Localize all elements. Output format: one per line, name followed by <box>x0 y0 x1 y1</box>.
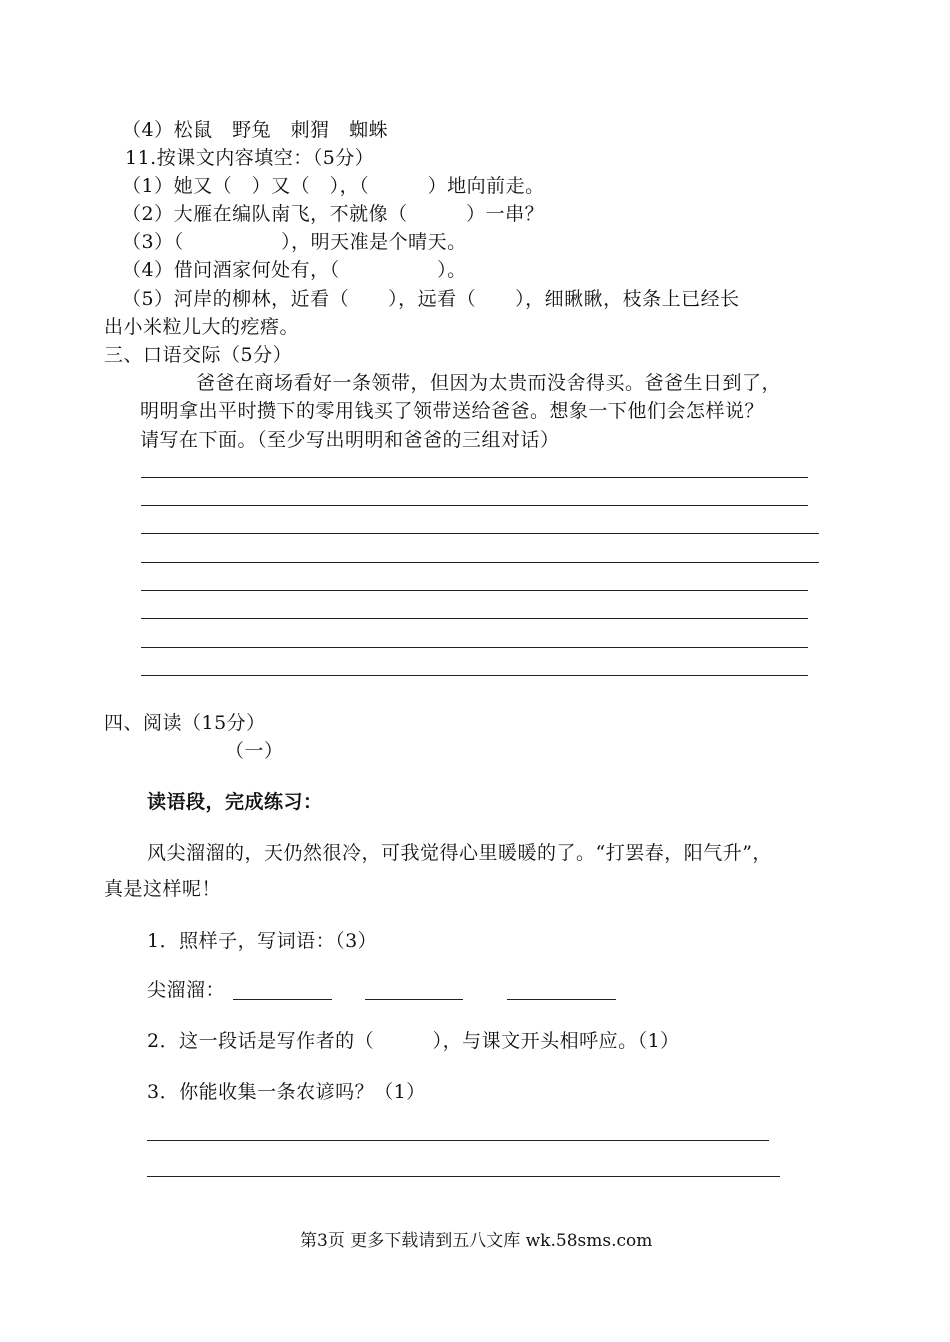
q11-line-2: （2）大雁在编队南飞，不就像（ ）一串？ <box>122 203 545 225</box>
q11-line-4: （4）借问酒家何处有，（ ）。 <box>122 259 467 281</box>
q11-line-5a: （5）河岸的柳林，近看（ ），远看（ ），细瞅瞅，枝条上已经长 <box>122 288 740 310</box>
page-footer: 第3页 更多下载请到五八文库 wk.58sms.com <box>300 1231 653 1251</box>
q11-line-3: （3）（ ），明天准是个晴天。 <box>122 231 467 253</box>
answer-line[interactable] <box>141 477 808 478</box>
q10-item-4: （4）松鼠 野兔 刺猬 蜘蛛 <box>122 119 389 141</box>
reading-passage-line-2: 真是这样呢！ <box>104 878 222 900</box>
answer-line[interactable] <box>141 505 808 506</box>
section-3-para-1: 爸爸在商场看好一条领带，但因为太贵而没舍得买。爸爸生日到了， <box>196 372 782 394</box>
q11-line-5b: 出小米粒儿大的疙瘩。 <box>104 316 300 338</box>
section-4-subtitle: （一） <box>225 740 284 762</box>
question-2: 2．这一段话是写作者的（ ），与课文开头相呼应。（1） <box>147 1030 680 1052</box>
answer-line[interactable] <box>147 1176 780 1177</box>
question-1-label: 尖溜溜： <box>147 979 226 1001</box>
reading-instruction: 读语段，完成练习： <box>147 791 323 813</box>
answer-line[interactable] <box>147 1140 769 1141</box>
section-3-para-3: 请写在下面。（至少写出明明和爸爸的三组对话） <box>140 429 560 451</box>
answer-line[interactable] <box>141 647 808 648</box>
answer-line[interactable] <box>141 675 808 676</box>
question-1: 1．照样子，写词语：（3） <box>147 930 378 952</box>
section-4-title: 四、阅读（15分） <box>104 712 266 734</box>
word-blank-1[interactable] <box>233 999 332 1000</box>
answer-line[interactable] <box>141 618 808 619</box>
answer-line[interactable] <box>141 533 819 534</box>
q11-line-1: （1）她又（ ）又（ ），（ ）地向前走。 <box>122 175 545 197</box>
answer-line[interactable] <box>141 562 819 563</box>
section-3-para-2: 明明拿出平时攒下的零用钱买了领带送给爸爸。想象一下他们会怎样说？ <box>140 400 765 422</box>
question-3: 3．你能收集一条农谚吗？（1） <box>147 1081 426 1103</box>
answer-line[interactable] <box>141 590 808 591</box>
q11-title: 11.按课文内容填空：（5分） <box>125 147 375 169</box>
word-blank-2[interactable] <box>365 999 463 1000</box>
word-blank-3[interactable] <box>507 999 616 1000</box>
section-3-title: 三、口语交际（5分） <box>104 344 293 366</box>
reading-passage-line-1: 风尖溜溜的，天仍然很冷，可我觉得心里暖暖的了。“打罢春，阳气升”， <box>147 842 772 864</box>
